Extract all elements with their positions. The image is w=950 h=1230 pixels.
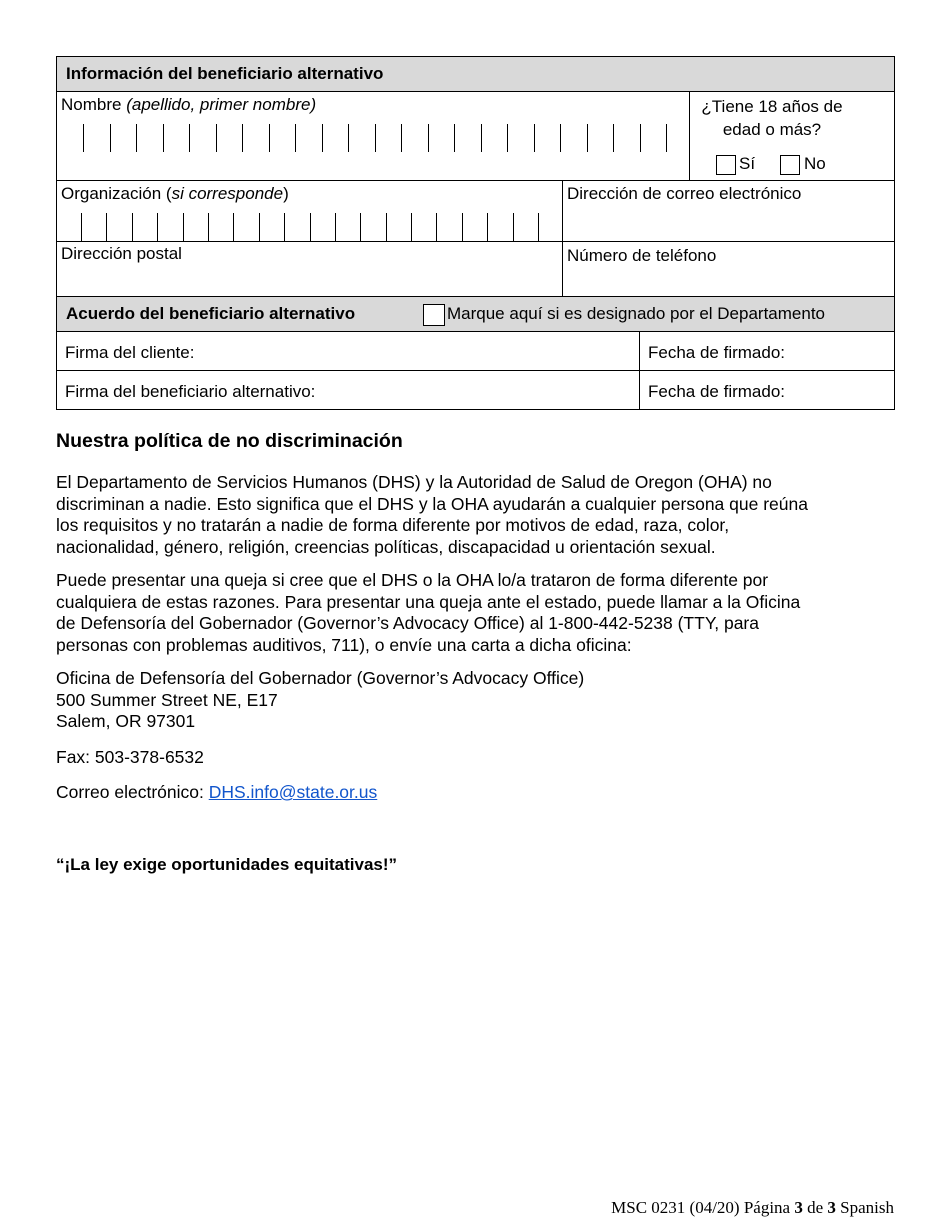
postal-cell[interactable]: [56, 241, 563, 297]
phone-cell[interactable]: [562, 241, 895, 297]
email-label: Dirección de correo electrónico: [567, 184, 802, 203]
name-label: Nombre (apellido, primer nombre): [61, 95, 317, 114]
policy-paragraph-1: El Departamento de Servicios Humanos (DHS) y la Autoridad de Salud de Oregon (OHA) no discriminan a nadie. Esto significa que el DHS y la OHA ayudarán a cualquier persona que reúna los requisitos y no tratarán a nadie de forma diferente por motivos de edad, raza, color, nacionalidad, género, religión, creencias políticas, discapacidad u orientación sexual.: [56, 472, 808, 557]
client-date-label: Fecha de firmado:: [648, 343, 786, 362]
alt-date-label: Fecha de firmado:: [648, 382, 786, 401]
name-cell: [56, 91, 690, 181]
dept-checkbox[interactable]: [423, 304, 445, 326]
beneficiary-form: [56, 56, 895, 410]
page-footer: MSC 0231 (04/20) Página 3 de 3 Spanish: [611, 1198, 894, 1217]
client-signature-label: Firma del cliente:: [65, 343, 195, 362]
client-date-cell[interactable]: [639, 331, 895, 371]
fax-line: Fax: 503-378-6532: [56, 747, 204, 767]
postal-label: Dirección postal: [61, 244, 182, 263]
alt-signature-cell[interactable]: [56, 370, 640, 410]
alt-date-cell[interactable]: [639, 370, 895, 410]
office-address: Oficina de Defensoría del Gobernador (Governor’s Advocacy Office) 500 Summer Street NE, E17 Salem, OR 97301: [56, 668, 585, 731]
yes-checkbox[interactable]: [716, 155, 736, 175]
org-label: Organización (si corresponde): [61, 184, 289, 203]
age-question: ¿Tiene 18 años de edad o más?: [701, 97, 843, 139]
alt-signature-label: Firma del beneficiario alternativo:: [65, 382, 316, 401]
section-title: Información del beneficiario alternativo: [66, 64, 384, 83]
name-input[interactable]: [83, 124, 667, 152]
email-link[interactable]: DHS.info@state.or.us: [208, 782, 378, 802]
yes-label: Sí: [739, 154, 756, 173]
agreement-title: Acuerdo del beneficiario alternativo: [66, 304, 356, 323]
policy-heading: Nuestra política de no discriminación: [56, 430, 403, 452]
no-label: No: [804, 154, 826, 173]
org-input[interactable]: [81, 213, 539, 241]
dept-check-label: Marque aquí si es designado por el Departamento: [447, 304, 826, 323]
phone-label: Número de teléfono: [567, 246, 717, 265]
client-signature-cell[interactable]: [56, 331, 640, 371]
email-line: Correo electrónico: DHS.info@state.or.us: [56, 782, 378, 802]
agreement-header: [56, 296, 895, 332]
motto: “¡La ley exige oportunidades equitativas!”: [56, 855, 398, 874]
email-cell[interactable]: [562, 180, 895, 242]
org-cell: [56, 180, 563, 242]
age-cell: [689, 91, 895, 181]
no-checkbox[interactable]: [780, 155, 800, 175]
age-divider: [689, 152, 690, 180]
policy-paragraph-2: Puede presentar una queja si cree que el DHS o la OHA lo/a trataron de forma diferente por cualquiera de estas razones. Para presentar una queja ante el estado, puede llamar a la Oficina de Defensoría del Gobernador (Governor’s Advocacy Office) al 1-800-442-5238 (TTY, para personas con problemas auditivos, 711), o envíe una carta a dicha oficina:: [56, 570, 801, 655]
section-header: [56, 56, 895, 92]
